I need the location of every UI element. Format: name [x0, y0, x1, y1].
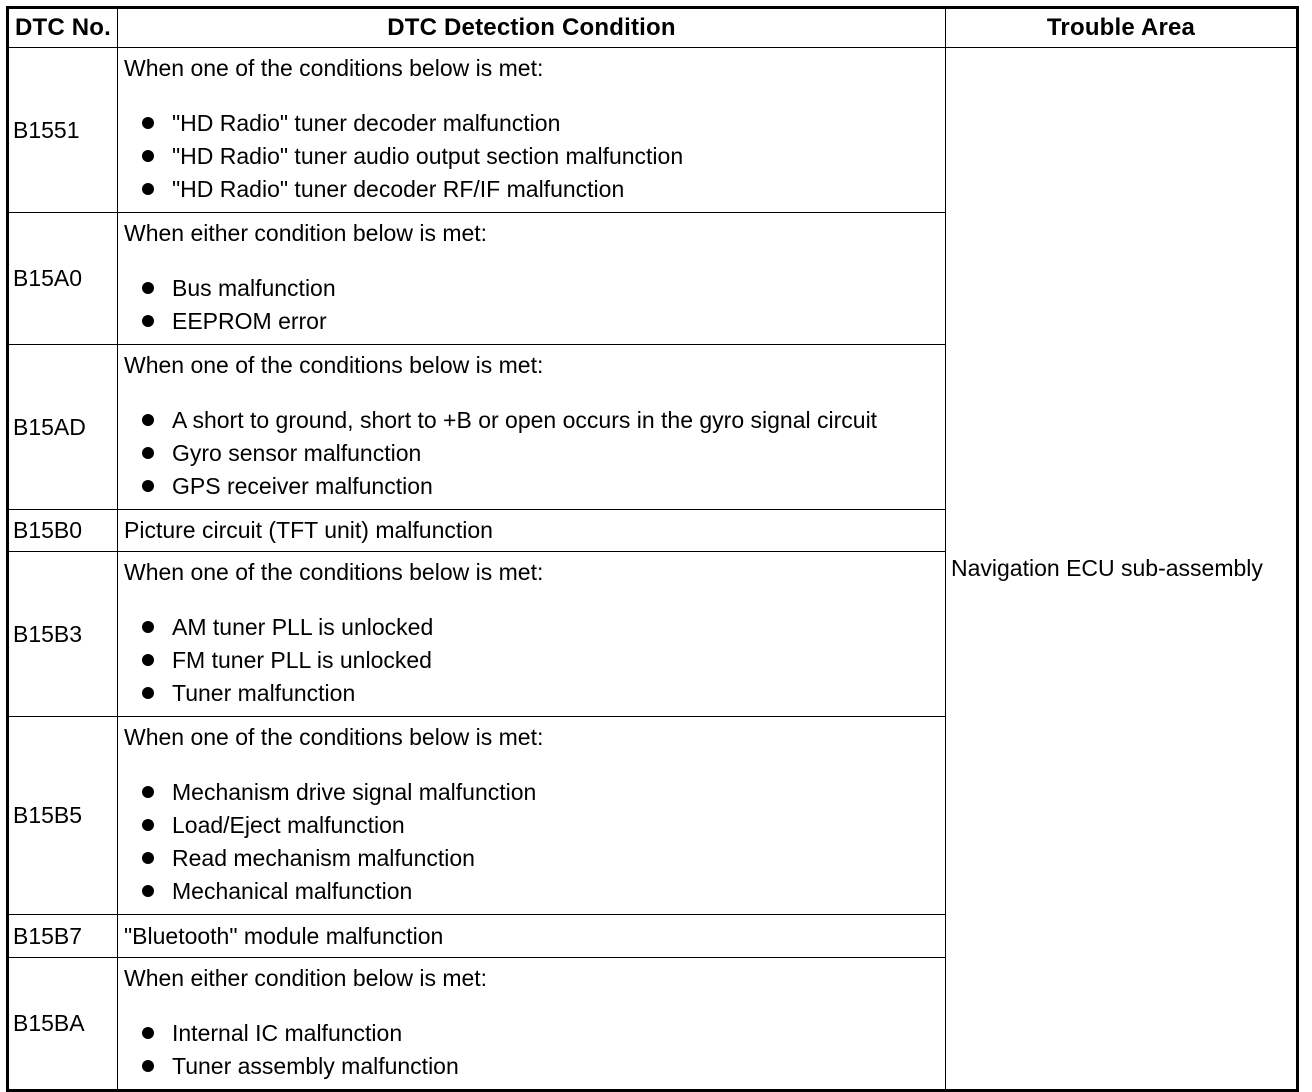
dtc-code: B15BA	[8, 958, 118, 1091]
dtc-code: B15B5	[8, 717, 118, 915]
detection-condition	[118, 915, 946, 958]
condition-item: Internal IC malfunction	[124, 1017, 943, 1050]
condition-item: A short to ground, short to +B or open occurs in the gyro signal circuit	[124, 404, 943, 437]
condition-item: Gyro sensor malfunction	[124, 437, 943, 470]
condition-item: Load/Eject malfunction	[124, 809, 943, 842]
condition-list	[124, 107, 943, 206]
condition-item: "HD Radio" tuner decoder RF/IF malfunction	[124, 173, 943, 206]
condition-item: FM tuner PLL is unlocked	[124, 644, 943, 677]
dtc-code: B15B7	[8, 915, 118, 958]
condition-item: Mechanical malfunction	[124, 875, 943, 908]
condition-list	[124, 611, 943, 710]
detection-condition	[118, 213, 946, 345]
condition-item: GPS receiver malfunction	[124, 470, 943, 503]
condition-lead: When either condition below is met:	[124, 965, 488, 991]
dtc-code: B15AD	[8, 345, 118, 510]
condition-lead: When one of the conditions below is met:	[124, 55, 544, 81]
dtc-table	[6, 6, 1299, 1092]
header-dtc-no: DTC No.	[8, 8, 118, 48]
table-row	[8, 48, 1298, 213]
dtc-code: B1551	[8, 48, 118, 213]
header-condition: DTC Detection Condition	[118, 8, 946, 48]
dtc-code: B15B0	[8, 510, 118, 552]
dtc-code: B15B3	[8, 552, 118, 717]
detection-condition	[118, 552, 946, 717]
condition-list	[124, 776, 943, 908]
condition-item: EEPROM error	[124, 305, 943, 338]
condition-lead: When one of the conditions below is met:	[124, 724, 544, 750]
detection-condition	[118, 48, 946, 213]
condition-lead: When either condition below is met:	[124, 220, 488, 246]
detection-condition	[118, 717, 946, 915]
header-trouble-area: Trouble Area	[946, 8, 1298, 48]
condition-item: Tuner assembly malfunction	[124, 1050, 943, 1083]
header-row	[8, 8, 1298, 48]
condition-item: AM tuner PLL is unlocked	[124, 611, 943, 644]
detection-condition	[118, 958, 946, 1091]
condition-item: Tuner malfunction	[124, 677, 943, 710]
detection-condition	[118, 345, 946, 510]
condition-list	[124, 272, 943, 338]
condition-item: Bus malfunction	[124, 272, 943, 305]
condition-text: "Bluetooth" module malfunction	[124, 922, 444, 949]
detection-condition	[118, 510, 946, 552]
condition-lead: When one of the conditions below is met:	[124, 559, 544, 585]
condition-item: "HD Radio" tuner audio output section malfunction	[124, 140, 943, 173]
trouble-area: Navigation ECU sub-assembly	[946, 48, 1298, 1091]
condition-lead: When one of the conditions below is met:	[124, 352, 544, 378]
condition-text: Picture circuit (TFT unit) malfunction	[124, 517, 493, 543]
condition-item: Mechanism drive signal malfunction	[124, 776, 943, 809]
condition-item: Read mechanism malfunction	[124, 842, 943, 875]
condition-item: "HD Radio" tuner decoder malfunction	[124, 107, 943, 140]
condition-list	[124, 404, 943, 503]
dtc-code: B15A0	[8, 213, 118, 345]
condition-list	[124, 1017, 943, 1083]
